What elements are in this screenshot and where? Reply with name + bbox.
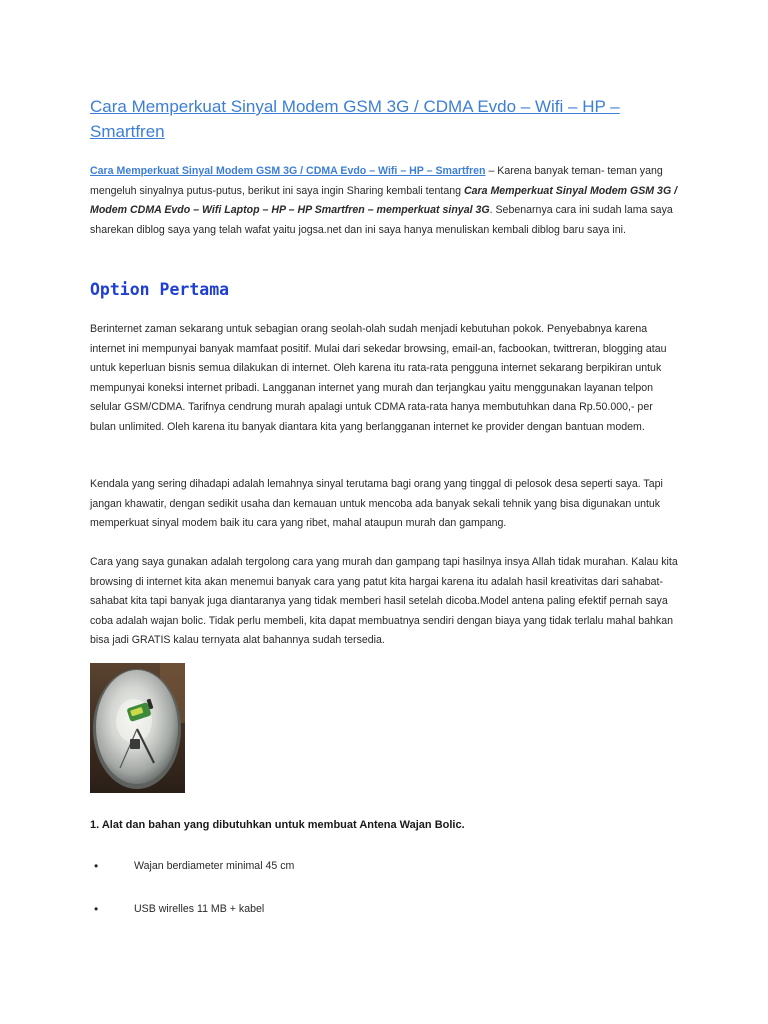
intro-text-2: . Sebenarnya cara ini sudah lama saya sharekan diblog saya yang telah wafat yaitu jogsa.net dan ini saya hanya menuliskan kembali diblog baru saya ini.: [90, 204, 673, 236]
intro-bold-text: Cara Memperkuat Sinyal Modem GSM 3G / Modem CDMA Evdo – Wifi Laptop – HP – HP Smartfren – memperkuat sinyal 3G: [90, 184, 678, 216]
bullet-icon: •: [94, 902, 99, 916]
paragraph-3: Cara yang saya gunakan adalah tergolong cara yang murah dan gampang tapi hasilnya insya Allah tidak murahan. Kalau kita browsing di internet kita akan menemui banyak cara yang patut kita hargai karena itu adalah hasil kreativitas dari sahabat-sahabat kita tapi banyak juga diantaranya yang tidak memberi hasil setelah dicoba.Model antena paling efektif pernah saya coba adalah wajan bolic. Tidak perlu membeli, kita dapat membuatnya sendiri dengan biaya yang tidak terlalu mahal bahkan bisa jadi GRATIS kalau ternyata alat bahannya sudah tersedia.: [90, 556, 678, 646]
intro-paragraph: [90, 162, 680, 240]
list-item-text: USB wirelles 11 MB + kabel: [134, 903, 265, 915]
paragraph-2: Kendala yang sering dihadapi adalah lemahnya sinyal terutama bagi orang yang tinggal di pelosok desa seperti saya. Tapi jangan khawatir, dengan sedikit usaha dan kemauan untuk mencoba ada banyak sekali tehnik yang bisa digunakan untuk memperkuat sinyal modem baik itu cara yang ribet, mahal ataupun murah dan gampang.: [90, 478, 663, 529]
wajan-bolic-antenna-illustration: [90, 663, 185, 793]
document-title-link[interactable]: Cara Memperkuat Sinyal Modem GSM 3G / CDMA Evdo – Wifi – HP – Smartfren: [90, 97, 620, 141]
bullet-icon: •: [94, 859, 99, 873]
list-item-text: Wajan berdiameter minimal 45 cm: [134, 860, 295, 872]
paragraph-1: Berinternet zaman sekarang untuk sebagian orang seolah-olah sudah menjadi kebutuhan pokok. Penyebabnya karena internet ini mempunyai banyak mamfaat positif. Mulai dari sekedar browsing, email-an, facbookan, twittreran, blogging atau untuk keperluan bisnis semua dilakukan di internet. Oleh karena itu rata-rata pengguna internet sekarang berpikiran untuk mempunyai koneksi internet pribadi. Langganan internet yang murah dan terjangkau yaitu menggunakan layanan telpon selular GSM/CDMA. Tarifnya cendrung murah apalagi untuk CDMA rata-rata hanya membutuhkan dana Rp.50.000,- per bulan unlimited. Oleh karena itu banyak diantara kita yang berlangganan internet ke provider dengan bantuan modem.: [90, 323, 667, 433]
intro-text-1: – Karena banyak teman- teman yang mengeluh sinyalnya putus-putus, berikut ini saya ingin Sharing kembali tentang: [90, 165, 663, 197]
section-heading: Option Pertama: [90, 280, 230, 299]
intro-article-link[interactable]: Cara Memperkuat Sinyal Modem GSM 3G / CDMA Evdo – Wifi – HP – Smartfren: [90, 165, 486, 177]
materials-subheading: 1. Alat dan bahan yang dibutuhkan untuk membuat Antena Wajan Bolic.: [90, 819, 465, 831]
wajan-bolic-antenna-photo: [90, 663, 185, 793]
